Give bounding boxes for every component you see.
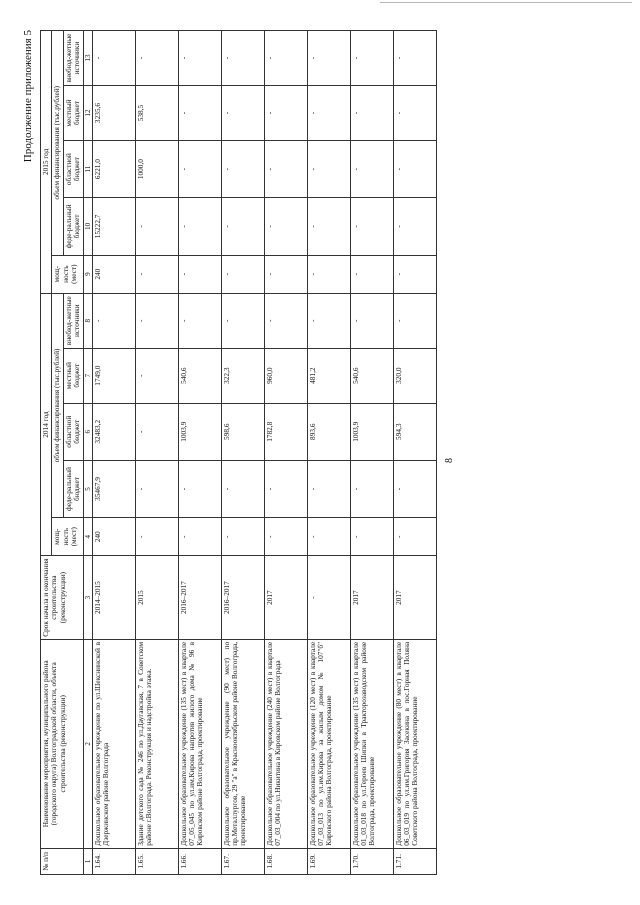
row-number: 1.64. (92, 848, 135, 874)
regional-2015: 1000,0 (135, 140, 178, 197)
table-row (221, 31, 264, 875)
capacity-2014: - (350, 518, 393, 556)
capacity-2015: - (393, 255, 436, 293)
extra-2014: - (92, 293, 135, 348)
header-year-2014: 2014 год (41, 293, 52, 556)
header-term: Срок начала и окончания строительства (реконструкции) (41, 556, 84, 640)
header-capacity-2015: мощ-ность (мест) (52, 255, 83, 293)
local-2015: 3235,6 (92, 86, 135, 141)
table-row (178, 31, 221, 875)
extra-2014: - (393, 293, 436, 348)
table-row (350, 31, 393, 875)
federal-2015: - (393, 198, 436, 255)
capacity-2014: - (307, 518, 350, 556)
row-name: Дошкольное образовательное учреждение (80 мест) в квартале 06_03_019 по ул.им.Григория Засекина в пос.Горная Поляна Советского района Волгограда, проектирование (393, 639, 436, 848)
regional-2015: 6221,0 (92, 140, 135, 197)
row-name: Дошкольное образовательное учреждение (120 мест) в квартале 07_03_013 по ул.им.Кирова за жилым домом № 107"б" Кировского района Волгограда, проектирование (307, 639, 350, 848)
header-federal-2014: феде-ральный бюджет (63, 460, 83, 517)
federal-2014: - (221, 460, 264, 517)
federal-2015: - (264, 198, 307, 255)
header-local-2015: местный бюджет (63, 86, 83, 141)
row-term: 2017 (264, 556, 307, 640)
capacity-2015: - (221, 255, 264, 293)
regional-2014: 598,6 (221, 403, 264, 460)
federal-2015: - (135, 198, 178, 255)
row-name: Дошкольное образовательное учреждение по ул.Шекснинской в Дзержинском районе Волгограда (92, 639, 135, 848)
row-name: Дошкольное образовательное учреждение (90 мест) по пр.Металлургов, 29 "а" в Краснооктябрьском районе Волгограда, проектирование (221, 639, 264, 848)
local-2015: - (178, 86, 221, 141)
header-local-2014: местный бюджет (63, 348, 83, 403)
federal-2014: 35467,9 (92, 460, 135, 517)
row-name: Здание детского сада № 246 по ул.Даугавская, 7 в Советском районе г.Волгограда. Реконструкция и надстройка этажа. (135, 639, 178, 848)
header-funding-2014: объем финансирования (тыс.рублей) (52, 293, 63, 517)
local-2015: - (307, 86, 350, 141)
capacity-2015: - (135, 255, 178, 293)
extra-2015: - (135, 31, 178, 86)
table-body (92, 31, 436, 875)
regional-2015: - (350, 140, 393, 197)
column-number: 6 (83, 403, 92, 460)
column-number: 3 (83, 556, 92, 640)
local-2015: 538,5 (135, 86, 178, 141)
row-term: 2016–2017 (221, 556, 264, 640)
capacity-2014: - (135, 518, 178, 556)
header-regional-2014: областной бюджет (63, 403, 83, 460)
header-extra-2014: внебюд-жетные источники (63, 293, 83, 348)
header-extra-2015: внебюд-жетные источники (63, 31, 83, 86)
extra-2015: - (307, 31, 350, 86)
extra-2014: - (178, 293, 221, 348)
column-number: 10 (83, 198, 92, 255)
capacity-2014: - (178, 518, 221, 556)
federal-2015: - (221, 198, 264, 255)
column-number: 2 (83, 639, 92, 848)
federal-2014: - (178, 460, 221, 517)
extra-2015: - (350, 31, 393, 86)
column-number: 8 (83, 293, 92, 348)
extra-2015: - (178, 31, 221, 86)
regional-2014: - (135, 403, 178, 460)
regional-2014: 1003,9 (350, 403, 393, 460)
regional-2014: 1003,9 (178, 403, 221, 460)
extra-2015: - (92, 31, 135, 86)
extra-2015: - (221, 31, 264, 86)
rotated-page (20, 30, 620, 875)
row-term: 2017 (393, 556, 436, 640)
capacity-2015: 240 (92, 255, 135, 293)
row-name: Дошкольное образовательное учреждение (135 мест) в квартале 01_03_018 по ул.Героев Шипки в Тракторозаводском районе Волгограда, проектирование (350, 639, 393, 848)
row-number: 1.65. (135, 848, 178, 874)
row-term: 2017 (350, 556, 393, 640)
column-number: 5 (83, 460, 92, 517)
top-rule (380, 2, 632, 3)
regional-2015: - (221, 140, 264, 197)
header-row-1 (41, 31, 52, 875)
regional-2014: 32483,2 (92, 403, 135, 460)
capacity-2015: - (350, 255, 393, 293)
local-2015: - (350, 86, 393, 141)
extra-2015: - (264, 31, 307, 86)
row-number: 1.70. (350, 848, 393, 874)
federal-2015: 15222,7 (92, 198, 135, 255)
capacity-2015: - (178, 255, 221, 293)
regional-2014: 594,3 (393, 403, 436, 460)
column-number: 7 (83, 348, 92, 403)
column-number: 9 (83, 255, 92, 293)
regional-2015: - (264, 140, 307, 197)
header-no: № п/п (41, 848, 84, 874)
row-name: Дошкольное образовательное учреждение (240 мест) в квартале 07_03_004 по ул.Никитина в Кировском районе Волгограда (264, 639, 307, 848)
table-row (92, 31, 135, 875)
row-term: - (307, 556, 350, 640)
column-number: 12 (83, 86, 92, 141)
regional-2014: 1782,8 (264, 403, 307, 460)
row-name: Дошкольное образовательное учреждение (135 мест) в квартале 07_05_045 по ул.им.Кирова напротив жилого дома № 96 в Кировском районе Волгограда, проектирование (178, 639, 221, 848)
local-2015: - (393, 86, 436, 141)
header-regional-2015: областной бюджет (63, 140, 83, 197)
local-2014: 540,6 (350, 348, 393, 403)
federal-2015: - (307, 198, 350, 255)
appendix-caption: Продолжение приложения 5 (22, 30, 34, 163)
column-number: 4 (83, 518, 92, 556)
row-number: 1.68. (264, 848, 307, 874)
federal-2015: - (178, 198, 221, 255)
capacity-2014: - (393, 518, 436, 556)
capacity-2015: - (307, 255, 350, 293)
regional-2015: - (393, 140, 436, 197)
federal-2015: - (350, 198, 393, 255)
row-number: 1.71. (393, 848, 436, 874)
column-number: 11 (83, 140, 92, 197)
local-2014: 481,2 (307, 348, 350, 403)
federal-2014: - (350, 460, 393, 517)
table-row (264, 31, 307, 875)
capacity-2015: - (264, 255, 307, 293)
capacity-2014: - (221, 518, 264, 556)
extra-2015: - (393, 31, 436, 86)
funding-table (40, 30, 437, 875)
local-2015: - (264, 86, 307, 141)
capacity-2014: - (264, 518, 307, 556)
extra-2014: - (135, 293, 178, 348)
header-funding-2015: объем финансирования (тыс.рублей) (52, 31, 63, 256)
federal-2014: - (307, 460, 350, 517)
table-row (307, 31, 350, 875)
capacity-2014: 240 (92, 518, 135, 556)
local-2014: 540,6 (178, 348, 221, 403)
row-number: 1.69. (307, 848, 350, 874)
row-term: 2016–2017 (178, 556, 221, 640)
row-number: 1.66. (178, 848, 221, 874)
page-number: 8 (444, 458, 455, 463)
header-federal-2015: феде-ральный бюджет (63, 198, 83, 255)
table-row (135, 31, 178, 875)
header-name: Наименование мероприятия, муниципального района (городского округа) Волгоградской области, объекта строительства (реконструкции) (41, 639, 84, 848)
extra-2014: - (350, 293, 393, 348)
federal-2014: - (264, 460, 307, 517)
header-capacity-2014: мощ-ность (мест) (52, 518, 83, 556)
regional-2015: - (178, 140, 221, 197)
column-number: 13 (83, 31, 92, 86)
extra-2014: - (221, 293, 264, 348)
header-year-2015: 2015 год (41, 31, 52, 294)
extra-2014: - (264, 293, 307, 348)
row-term: 2015 (135, 556, 178, 640)
regional-2014: 893,6 (307, 403, 350, 460)
local-2014: 320,0 (393, 348, 436, 403)
extra-2014: - (307, 293, 350, 348)
local-2014: 960,0 (264, 348, 307, 403)
regional-2015: - (307, 140, 350, 197)
local-2015: - (221, 86, 264, 141)
local-2014: 322,3 (221, 348, 264, 403)
column-number-row (83, 31, 92, 875)
row-term: 2014–2015 (92, 556, 135, 640)
column-number: 1 (83, 848, 92, 874)
federal-2014: - (135, 460, 178, 517)
local-2014: 1749,0 (92, 348, 135, 403)
federal-2014: - (393, 460, 436, 517)
row-number: 1.67. (221, 848, 264, 874)
local-2014: - (135, 348, 178, 403)
table-row (393, 31, 436, 875)
